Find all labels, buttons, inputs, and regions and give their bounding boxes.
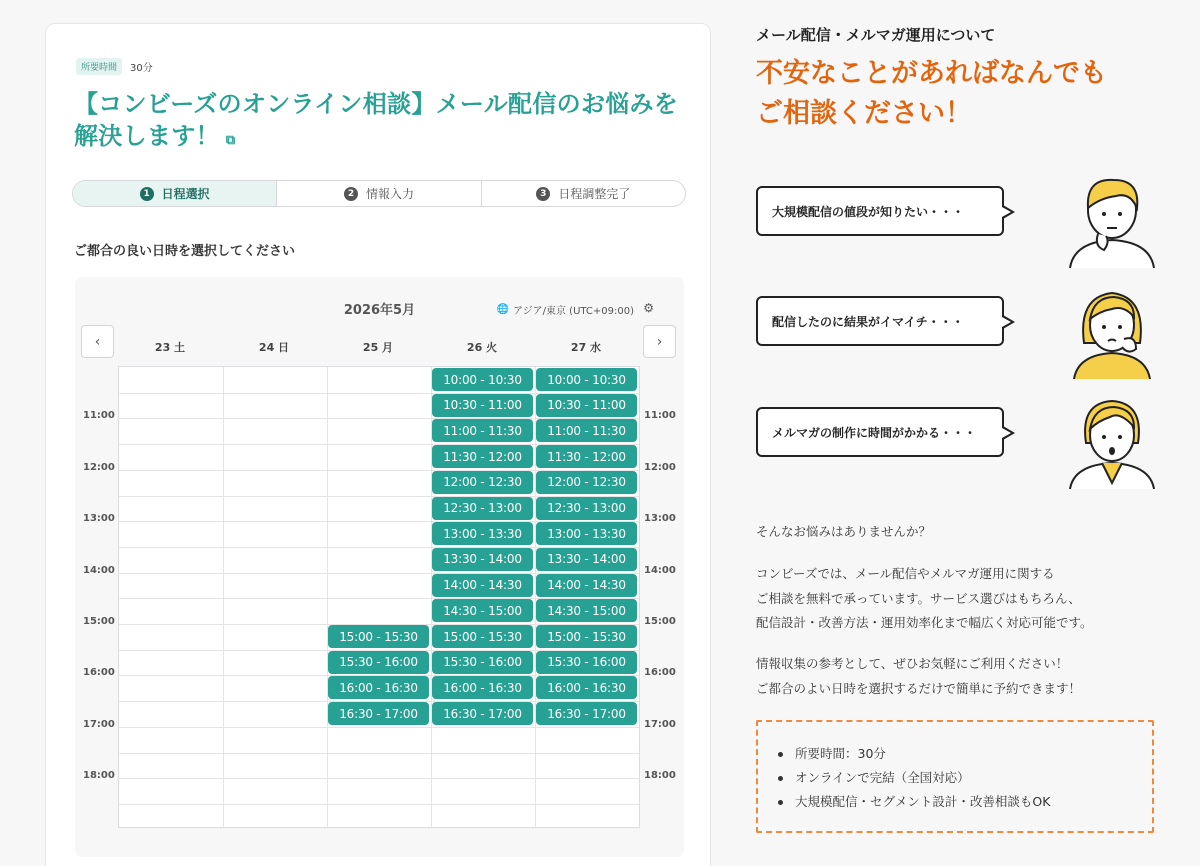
time-slot-button[interactable]: 15:00 - 15:30 xyxy=(432,625,533,648)
time-slot-button[interactable]: 16:30 - 17:00 xyxy=(536,702,637,725)
info-item-text: オンラインで完結（全国対応） xyxy=(795,770,970,785)
description-text xyxy=(756,562,1093,636)
cta-line: ご都合のよい日時を選択するだけで簡単に予約できます！ xyxy=(756,680,1082,696)
grid-hline xyxy=(119,727,639,728)
hour-label: 14:00 xyxy=(83,564,115,576)
time-slot-button[interactable]: 12:00 - 12:30 xyxy=(432,471,533,494)
time-slot-button[interactable]: 13:30 - 14:00 xyxy=(432,548,533,571)
time-slot-button[interactable]: 10:00 - 10:30 xyxy=(536,368,637,391)
grid-hline xyxy=(119,778,639,779)
info-item xyxy=(778,742,1152,766)
prev-week-button[interactable]: ‹ xyxy=(81,325,114,358)
time-slot-button[interactable]: 16:00 - 16:30 xyxy=(432,676,533,699)
day-header: 26 火 xyxy=(466,341,498,354)
time-slot-button[interactable]: 15:30 - 16:00 xyxy=(432,651,533,674)
description-line: ご相談を無料で承っています。サービス選びはもちろん、 xyxy=(756,590,1081,606)
time-slot-button[interactable]: 14:00 - 14:30 xyxy=(432,574,533,597)
time-slot-button[interactable]: 14:30 - 15:00 xyxy=(432,599,533,622)
cta-line: 情報収集の参考として、ぜひお気軽にご利用ください！ xyxy=(756,656,1069,671)
speech-bubble: 大規模配信の値段が知りたい・・・ xyxy=(756,186,1004,236)
step-indicator xyxy=(72,180,686,207)
step-label: 日程調整完了 xyxy=(558,187,631,201)
right-title-line: ご相談ください！ xyxy=(756,98,972,129)
select-instruction: ご都合の良い日時を選択してください xyxy=(74,244,296,259)
time-slot-button[interactable]: 11:30 - 12:00 xyxy=(536,445,637,468)
description-line: コンビーズでは、メール配信やメルマガ運用に関する xyxy=(756,566,1055,581)
right-title-line: 不安なことがあればなんでも xyxy=(756,58,1107,89)
time-slot-button[interactable]: 13:30 - 14:00 xyxy=(536,548,637,571)
hour-label: 12:00 xyxy=(644,461,676,473)
time-slot-button[interactable]: 12:30 - 13:00 xyxy=(536,497,637,520)
time-slot-button[interactable]: 16:00 - 16:30 xyxy=(328,676,429,699)
hour-label: 11:00 xyxy=(644,410,676,422)
page-title xyxy=(74,88,694,157)
right-heading: メール配信・メルマガ運用について xyxy=(756,26,996,44)
step-number: 3 xyxy=(536,187,550,201)
hour-label: 15:00 xyxy=(644,616,676,627)
hour-label: 15:00 xyxy=(83,616,115,627)
timezone-selector[interactable] xyxy=(497,302,634,317)
time-slot-button[interactable]: 10:30 - 11:00 xyxy=(432,394,533,417)
time-slot-button[interactable]: 10:30 - 11:00 xyxy=(536,394,637,417)
grid-hline xyxy=(119,804,639,805)
time-slot-button[interactable]: 15:30 - 16:00 xyxy=(536,651,637,674)
booking-card xyxy=(45,23,711,866)
intro-text: そんなお悩みはありませんか？ xyxy=(756,524,932,539)
hour-label: 16:00 xyxy=(644,667,676,679)
time-slot-button[interactable]: 15:00 - 15:30 xyxy=(536,625,637,648)
grid-vline xyxy=(327,367,328,827)
next-week-button[interactable]: › xyxy=(643,325,676,358)
info-item xyxy=(778,790,1152,814)
grid-vline xyxy=(223,367,224,827)
worried-woman-icon xyxy=(1064,283,1160,379)
duration-badge: 所要時間 xyxy=(76,58,122,75)
time-slot-button[interactable]: 13:00 - 13:30 xyxy=(536,522,637,545)
info-item-text: 所要時間：30分 xyxy=(795,746,886,761)
time-slot-button[interactable]: 12:00 - 12:30 xyxy=(536,471,637,494)
hour-label: 18:00 xyxy=(644,770,676,782)
time-slot-button[interactable]: 11:30 - 12:00 xyxy=(432,445,533,468)
info-item-text: 大規模配信・セグメント設計・改善相談もOK xyxy=(795,794,1051,809)
day-header: 23 土 xyxy=(154,341,186,354)
bullet-icon xyxy=(778,776,783,781)
hour-label: 14:00 xyxy=(644,564,676,576)
calendar xyxy=(75,277,684,857)
hour-label: 17:00 xyxy=(644,718,676,730)
surprised-woman-icon xyxy=(1064,393,1160,489)
step-complete xyxy=(481,181,685,206)
hour-label: 13:00 xyxy=(83,513,115,525)
gear-icon[interactable]: ⚙ xyxy=(643,301,654,315)
external-link-icon[interactable]: ⧉ xyxy=(225,133,236,148)
calendar-month: 2026年5月 xyxy=(343,303,416,318)
time-slot-button[interactable]: 14:00 - 14:30 xyxy=(536,574,637,597)
day-header: 25 月 xyxy=(362,341,394,354)
hour-label: 13:00 xyxy=(644,513,676,525)
step-info-input xyxy=(276,181,480,206)
step-number: 1 xyxy=(140,187,154,201)
time-slot-button[interactable]: 10:00 - 10:30 xyxy=(432,368,533,391)
time-slot-button[interactable]: 11:00 - 11:30 xyxy=(432,419,533,442)
step-label: 日程選択 xyxy=(161,187,210,201)
hour-label: 11:00 xyxy=(83,410,115,422)
time-slot-button[interactable]: 16:00 - 16:30 xyxy=(536,676,637,699)
hour-label: 16:00 xyxy=(83,667,115,679)
speech-bubble: 配信したのに結果がイマイチ・・・ xyxy=(756,296,1004,346)
cta-text xyxy=(756,652,1081,701)
time-slot-button[interactable]: 16:30 - 17:00 xyxy=(432,702,533,725)
time-slot-button[interactable]: 15:00 - 15:30 xyxy=(328,625,429,648)
time-slot-button[interactable]: 13:00 - 13:30 xyxy=(432,522,533,545)
info-box xyxy=(756,720,1154,833)
day-header: 24 日 xyxy=(258,341,290,354)
time-slot-button[interactable]: 16:30 - 17:00 xyxy=(328,702,429,725)
info-item xyxy=(778,766,1152,790)
duration-row xyxy=(76,58,153,75)
step-number: 2 xyxy=(344,187,358,201)
time-slot-button[interactable]: 14:30 - 15:00 xyxy=(536,599,637,622)
timezone-label: アジア/東京 (UTC+09:00) xyxy=(513,306,634,317)
bullet-icon xyxy=(778,800,783,805)
hour-label: 12:00 xyxy=(83,461,115,473)
info-list xyxy=(778,742,1152,814)
time-slot-button[interactable]: 12:30 - 13:00 xyxy=(432,497,533,520)
page-title-text: 【コンビーズのオンライン相談】メール配信のお悩みを解決します！ xyxy=(74,90,679,150)
globe-icon: 🌐 xyxy=(496,304,510,315)
bullet-icon xyxy=(778,752,783,757)
hour-label: 18:00 xyxy=(83,770,115,782)
day-header: 27 水 xyxy=(570,341,602,354)
time-slot-button[interactable]: 11:00 - 11:30 xyxy=(536,419,637,442)
step-label: 情報入力 xyxy=(365,187,414,201)
step-date-select xyxy=(73,181,276,206)
hour-label: 17:00 xyxy=(83,718,115,730)
duration-value: 30分 xyxy=(130,63,153,74)
description-line: 配信設計・改善方法・運用効率化まで幅広く対応可能です。 xyxy=(756,615,1093,630)
time-grid xyxy=(118,366,640,828)
speech-bubble: メルマガの制作に時間がかかる・・・ xyxy=(756,407,1004,457)
grid-hline xyxy=(119,753,639,754)
right-title xyxy=(756,54,1196,134)
time-slot-button[interactable]: 15:30 - 16:00 xyxy=(328,651,429,674)
thinking-man-icon xyxy=(1064,172,1160,268)
